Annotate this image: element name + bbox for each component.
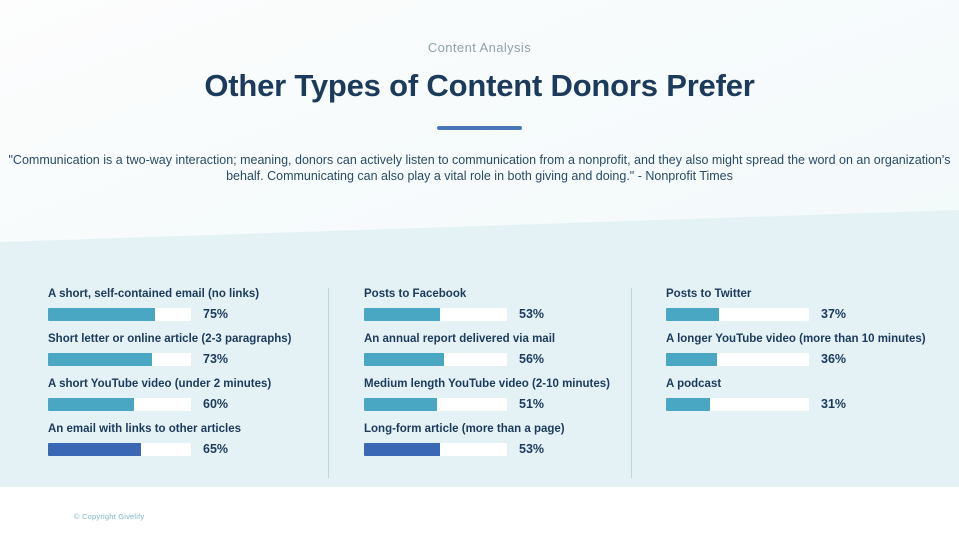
chart-bar-fill — [364, 398, 437, 411]
chart-bar-value: 56% — [519, 352, 545, 366]
chart-bar-track — [364, 308, 507, 321]
page-title: Other Types of Content Donors Prefer — [204, 68, 755, 103]
chart-bar-track — [666, 308, 809, 321]
chart-item-label: Medium length YouTube video (2-10 minutes) — [364, 378, 610, 390]
chart-item-label: Long-form article (more than a page) — [364, 423, 565, 435]
chart-bar-row — [48, 352, 328, 366]
chart-bar-value: 36% — [821, 352, 847, 366]
chart-item — [666, 333, 959, 366]
chart-bar-track — [666, 353, 809, 366]
chart-bar-row — [364, 307, 631, 321]
chart-bar-fill — [364, 308, 440, 321]
chart-column-2 — [328, 288, 631, 478]
chart-bar-value: 31% — [821, 397, 847, 411]
chart-bar-row — [666, 307, 959, 321]
chart-bar-fill — [666, 353, 717, 366]
chart-bar-track — [48, 443, 191, 456]
chart-item-label: Short letter or online article (2-3 paragraphs) — [48, 333, 292, 345]
chart-bar-value: 60% — [203, 397, 229, 411]
chart-item-label: An email with links to other articles — [48, 423, 241, 435]
chart-bar-row — [666, 397, 959, 411]
title-divider — [437, 126, 522, 130]
chart-item — [666, 378, 959, 411]
chart-item-label: A short, self-contained email (no links) — [48, 288, 260, 300]
chart-columns — [0, 288, 959, 478]
chart-bar-track — [48, 353, 191, 366]
chart-bar-row — [364, 442, 631, 456]
chart-bar-track — [364, 443, 507, 456]
chart-bar-row — [364, 352, 631, 366]
eyebrow-label: Content Analysis — [427, 40, 532, 55]
chart-item — [666, 288, 959, 321]
chart-bar-row — [48, 397, 328, 411]
chart-bar-row — [48, 307, 328, 321]
chart-bar-fill — [666, 308, 719, 321]
chart-item-label: An annual report delivered via mail — [364, 333, 556, 345]
chart-bar-value: 53% — [519, 442, 545, 456]
chart-bar-value: 51% — [519, 397, 545, 411]
chart-bar-fill — [48, 398, 134, 411]
chart-item-label: A longer YouTube video (more than 10 minutes) — [666, 333, 926, 345]
chart-bar-row — [666, 352, 959, 366]
chart-bar-value: 53% — [519, 307, 545, 321]
chart-item — [364, 333, 631, 366]
chart-item-label: A podcast — [666, 378, 722, 390]
chart-bar-fill — [48, 308, 155, 321]
chart-item — [48, 423, 328, 456]
quote-text: "Communication is a two-way interaction; meaning, donors can actively listen to communication from a nonprofit, and they also might spread the word on an organization's behalf. Communicating can also play a vital role in both giving and doing." - Nonprofit Times — [8, 153, 951, 183]
chart-item — [364, 288, 631, 321]
chart-bar-row — [364, 397, 631, 411]
chart-bar-fill — [666, 398, 710, 411]
chart-bar-track — [48, 398, 191, 411]
chart-bar-track — [666, 398, 809, 411]
chart-bar-row — [48, 442, 328, 456]
chart-bar-track — [364, 353, 507, 366]
chart-bar-value: 37% — [821, 307, 847, 321]
chart-column-1 — [0, 288, 328, 478]
chart-item — [364, 423, 631, 456]
chart-item — [364, 378, 631, 411]
chart-bar-value: 65% — [203, 442, 229, 456]
chart-item-label: Posts to Twitter — [666, 288, 752, 300]
chart-item — [48, 333, 328, 366]
chart-item — [48, 288, 328, 321]
chart-item-label: A short YouTube video (under 2 minutes) — [48, 378, 272, 390]
chart-column-3 — [631, 288, 959, 478]
chart-bar-value: 75% — [203, 307, 229, 321]
chart-bar-track — [364, 398, 507, 411]
copyright-text: © Copyright Givelify — [74, 512, 145, 521]
chart-bar-fill — [48, 353, 152, 366]
chart-bar-fill — [364, 443, 440, 456]
chart-bar-track — [48, 308, 191, 321]
chart-item — [48, 378, 328, 411]
chart-bar-fill — [48, 443, 141, 456]
chart-item-label: Posts to Facebook — [364, 288, 467, 300]
chart-bar-value: 73% — [203, 352, 229, 366]
chart-bar-fill — [364, 353, 444, 366]
